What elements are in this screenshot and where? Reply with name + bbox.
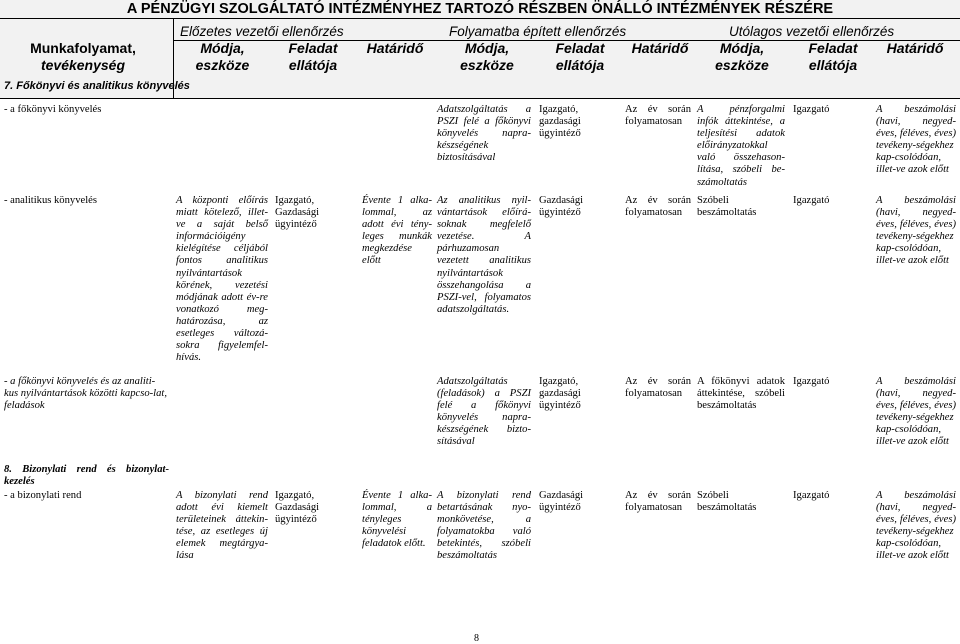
header-rule: [0, 18, 960, 19]
col-header-mode: Módja, eszköze: [460, 40, 514, 73]
cell-fe-mode: Adatszolgáltatás (feladások) a PSZI felé a főkönyvi könyvelés napra-készségének bizto-sításával: [437, 376, 531, 448]
cell-e-deadline: Évente 1 alka-lommal, a tényleges könyvelési feladatok előtt.: [362, 490, 432, 550]
cell-u-task: Igazgató: [793, 104, 830, 115]
process-cell: - a főkönyvi könyvelés és az analiti-kus nyilvántartások közötti kapcso-lat, feladások: [4, 376, 167, 412]
cell-u-mode: A főkönyvi adatok áttekintése, szóbeli beszámoltatás: [697, 376, 785, 412]
cell-u-task: Igazgató: [793, 490, 830, 501]
cell-fe-deadline: Az év során folyamatosan: [625, 104, 691, 128]
col-header-task: Feladat ellátója: [808, 40, 858, 73]
cell-e-mode: A bizonylati rend adott évi kiemelt területeinek áttekin-tése, az esetleges új elemek megtárgya-lása: [176, 490, 268, 562]
cell-e-deadline: Évente 1 alka-lommal, az adott évi tény-leges munkák megkezdése előtt: [362, 195, 432, 267]
section-subsequent-control: Utólagos vezetői ellenőrzés: [729, 24, 895, 39]
cell-u-mode: Szóbeli beszámoltatás: [697, 490, 757, 514]
cell-u-deadline: A beszámolási (havi, negyed-éves, féléves, éves) tevékeny-ségekhez kap-csolódóan, illet-ve azok előtt: [876, 490, 956, 562]
process-cell: - a főkönyvi könyvelés: [4, 104, 102, 115]
section-built-in-control: Folyamatba épített ellenőrzés: [449, 24, 627, 39]
cell-u-task: Igazgató: [793, 376, 830, 387]
cell-fe-mode: Az analitikus nyil-vántartások előírá-soknak megfelelő vezetése. A párhuzamosan vezetett analitikus nyilvántartások összehangolása a PSZI-vel, folyamatos adatszolgáltatás.: [437, 195, 531, 315]
process-cell: - analitikus könyvelés: [4, 195, 97, 206]
process-column-header: [4, 40, 162, 74]
col-header-task: Feladat ellátója: [555, 40, 605, 73]
cell-fe-mode: Adatszolgáltatás a PSZI felé a főkönyvi könyvelés napra-készségének biztosításával: [437, 104, 531, 164]
cell-fe-task: Igazgató, gazdasági ügyintéző: [539, 104, 581, 140]
cell-fe-deadline: Az év során folyamatosan: [625, 490, 691, 514]
page-title: A PÉNZÜGYI SZOLGÁLTATÓ INTÉZMÉNYHEZ TARTOZÓ RÉSZBEN ÖNÁLLÓ INTÉZMÉNYEK RÉSZÉRE: [126, 1, 834, 17]
col-header-deadline: Határidő: [366, 40, 424, 56]
cell-fe-deadline: Az év során folyamatosan: [625, 195, 691, 219]
cell-u-deadline: A beszámolási (havi, negyed-éves, féléves, éves) tevékeny-ségekhez kap-csolódóan, illet-ve azok előtt: [876, 104, 956, 176]
cell-u-task: Igazgató: [793, 195, 830, 206]
cell-fe-deadline: Az év során folyamatosan: [625, 376, 691, 400]
cell-e-mode: A központi előírás miatt kötelező, illet-ve a saját belső információigény kielégítése céljából fontos analitikus nyilvántartások körének, vezetési módjának adott év-re vonatkozó meg-határozása, az esetleges változá-sokra figyelemfel-hívás.: [176, 195, 268, 364]
process-cell: - a bizonylati rend: [4, 490, 82, 501]
col-header-mode: Módja, eszköze: [195, 40, 250, 73]
header-rule: [0, 98, 960, 99]
cell-u-deadline: A beszámolási (havi, negyed-éves, féléves, éves) tevékeny-ségekhez kap-csolódóan, illet-ve azok előtt: [876, 376, 956, 448]
cell-e-task: Igazgató, Gazdasági ügyintéző: [275, 490, 320, 526]
col-header-task: Feladat ellátója: [288, 40, 338, 73]
section-preliminary-control: Előzetes vezetői ellenőrzés: [180, 24, 344, 39]
col-header-mode: Módja, eszköze: [715, 40, 769, 73]
page-number: 8: [474, 633, 479, 644]
section-label: 7. Főkönyvi és analitikus könyvelés: [4, 80, 190, 92]
col-header-deadline: Határidő: [886, 40, 944, 56]
header-rule: [173, 40, 960, 41]
process-header-line2: tevékenység: [40, 57, 126, 73]
cell-e-task: Igazgató, Gazdasági ügyintéző: [275, 195, 320, 231]
column-divider: [173, 18, 174, 98]
col-header-deadline: Határidő: [631, 40, 689, 56]
cell-fe-task: Igazgató, gazdasági ügyintéző: [539, 376, 581, 412]
cell-u-mode: Szóbeli beszámoltatás: [697, 195, 757, 219]
cell-u-mode: A pénzforgalmi infók áttekintése, a teljesítési adatok előirányzatokkal való összehason-lítása, szóbeli be-számoltatás: [697, 104, 785, 188]
section-heading: 8. Bizonylati rend és bizonylat-kezelés: [4, 464, 169, 488]
process-header-line1: Munkafolyamat,: [30, 40, 136, 56]
cell-fe-mode: A bizonylati rend betartásának nyo-monkövetése, a folyamatokba való betekintés, szóbeli beszámoltatás: [437, 490, 531, 562]
cell-fe-task: Gazdasági ügyintéző: [539, 195, 584, 219]
cell-fe-task: Gazdasági ügyintéző: [539, 490, 584, 514]
cell-u-deadline: A beszámolási (havi, negyed-éves, féléves, éves) tevékeny-ségekhez kap-csolódóan, illet-ve azok előtt: [876, 195, 956, 267]
